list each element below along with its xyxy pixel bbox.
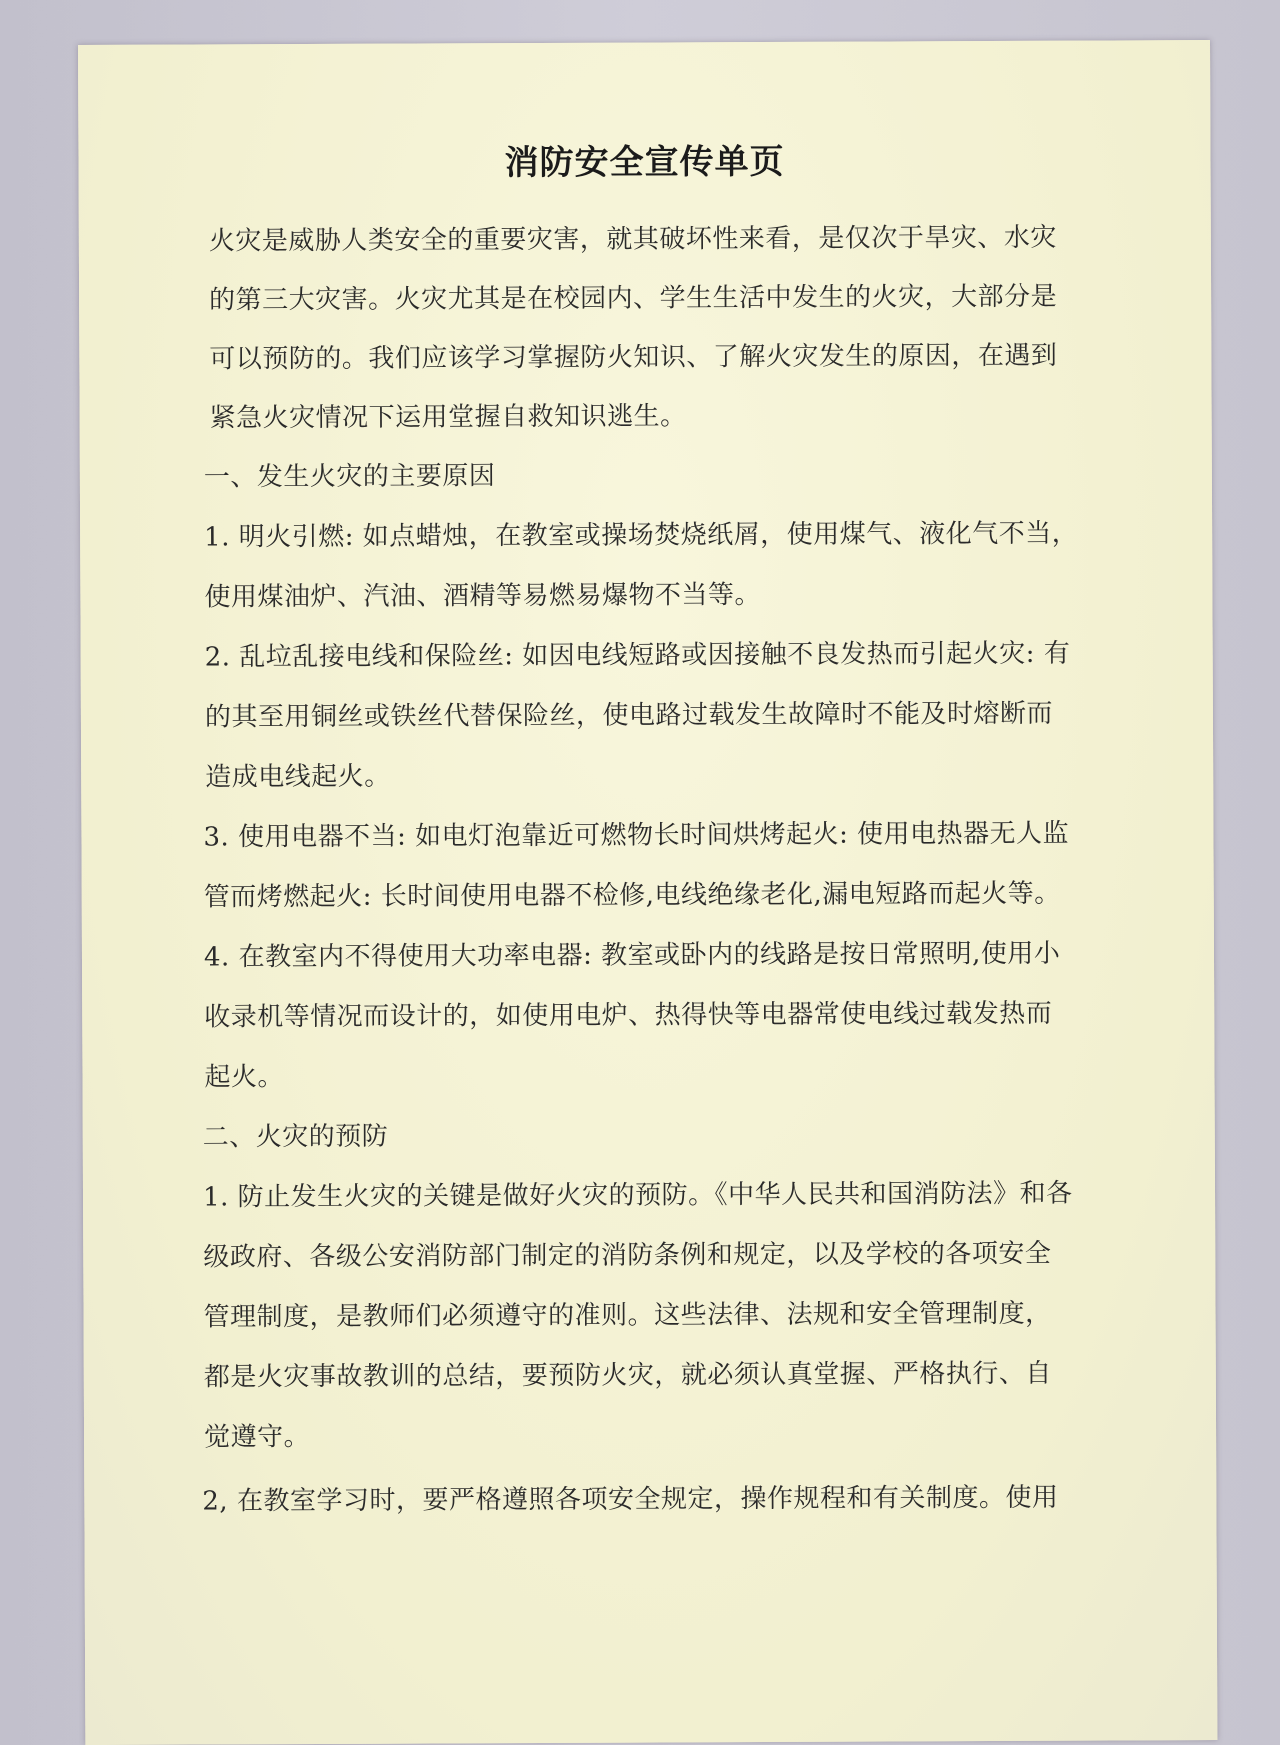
document-page (78, 40, 1217, 1745)
paragraph-line: 2. 乱垃乱接电线和保险丝: 如因电线短路或因接触不良发热而引起火灾: 有 (204, 638, 1071, 673)
section-heading: 二、火灾的预防 (202, 1121, 389, 1153)
paragraph-line: 4. 在教室内不得使用大功率电器: 教室或卧内的线路是按日常照明,使用小 (203, 938, 1061, 973)
document-title: 消防安全宣传单页 (504, 141, 785, 184)
paragraph-line: 可以预防的。我们应该学习掌握防火知识、了解火灾发生的原因，在遇到 (209, 340, 1058, 375)
paragraph-line: 收录机等情况而设计的，如使用电炉、热得快等电器常使电线过载发热而 (204, 998, 1053, 1033)
paragraph-line: 造成电线起火。 (205, 761, 391, 793)
paragraph-line: 的第三大灾害。火灾尤其是在校园内、学生生活中发生的火灾，大部分是 (209, 281, 1058, 316)
paragraph-line: 级政府、各级公安消防部门制定的消防条例和规定，以及学校的各项安全 (203, 1238, 1052, 1273)
paragraph-line: 1. 明火引燃: 如点蜡烛，在教室或操场焚烧纸屑，使用煤气、液化气不当， (204, 518, 1079, 553)
paragraph-line: 火灾是威胁人类安全的重要灾害，就其破坏性来看，是仅次于旱灾、水灾 (208, 222, 1057, 257)
paragraph-line: 使用煤油炉、汽油、酒精等易燃易爆物不当等。 (204, 580, 761, 613)
paragraph-line: 2, 在教室学习时，要严格遵照各项安全规定，操作规程和有关制度。使用 (202, 1482, 1059, 1517)
paragraph-line: 都是火灾事故教训的总结，要预防火灾，就必须认真堂握、严格执行、自 (203, 1358, 1052, 1393)
section-heading: 一、发生火灾的主要原因 (203, 461, 496, 493)
paragraph-line: 管理制度，是教师们必须遵守的准则。这些法律、法规和安全管理制度， (203, 1298, 1052, 1333)
paragraph-line: 起火。 (204, 1062, 285, 1093)
paragraph-line: 紧急火灾情况下运用堂握自救知识逃生。 (209, 401, 687, 434)
paragraph-line: 的其至用铜丝或铁丝代替保险丝，使电路过载发生故障时不能及时熔断而 (204, 698, 1054, 733)
paragraph-line: 3. 使用电器不当: 如电灯泡靠近可燃物长时间烘烤起火: 使用电热器无人监 (203, 818, 1070, 853)
paragraph-line: 管而烤燃起火: 长时间使用电器不检修,电线绝缘老化,漏电短路而起火等。 (203, 878, 1061, 913)
paragraph-line: 觉遵守。 (204, 1422, 311, 1453)
paragraph-line: 1. 防止发生火灾的关键是做好火灾的预防。《中华人民共和国消防法》和各 (202, 1178, 1073, 1213)
